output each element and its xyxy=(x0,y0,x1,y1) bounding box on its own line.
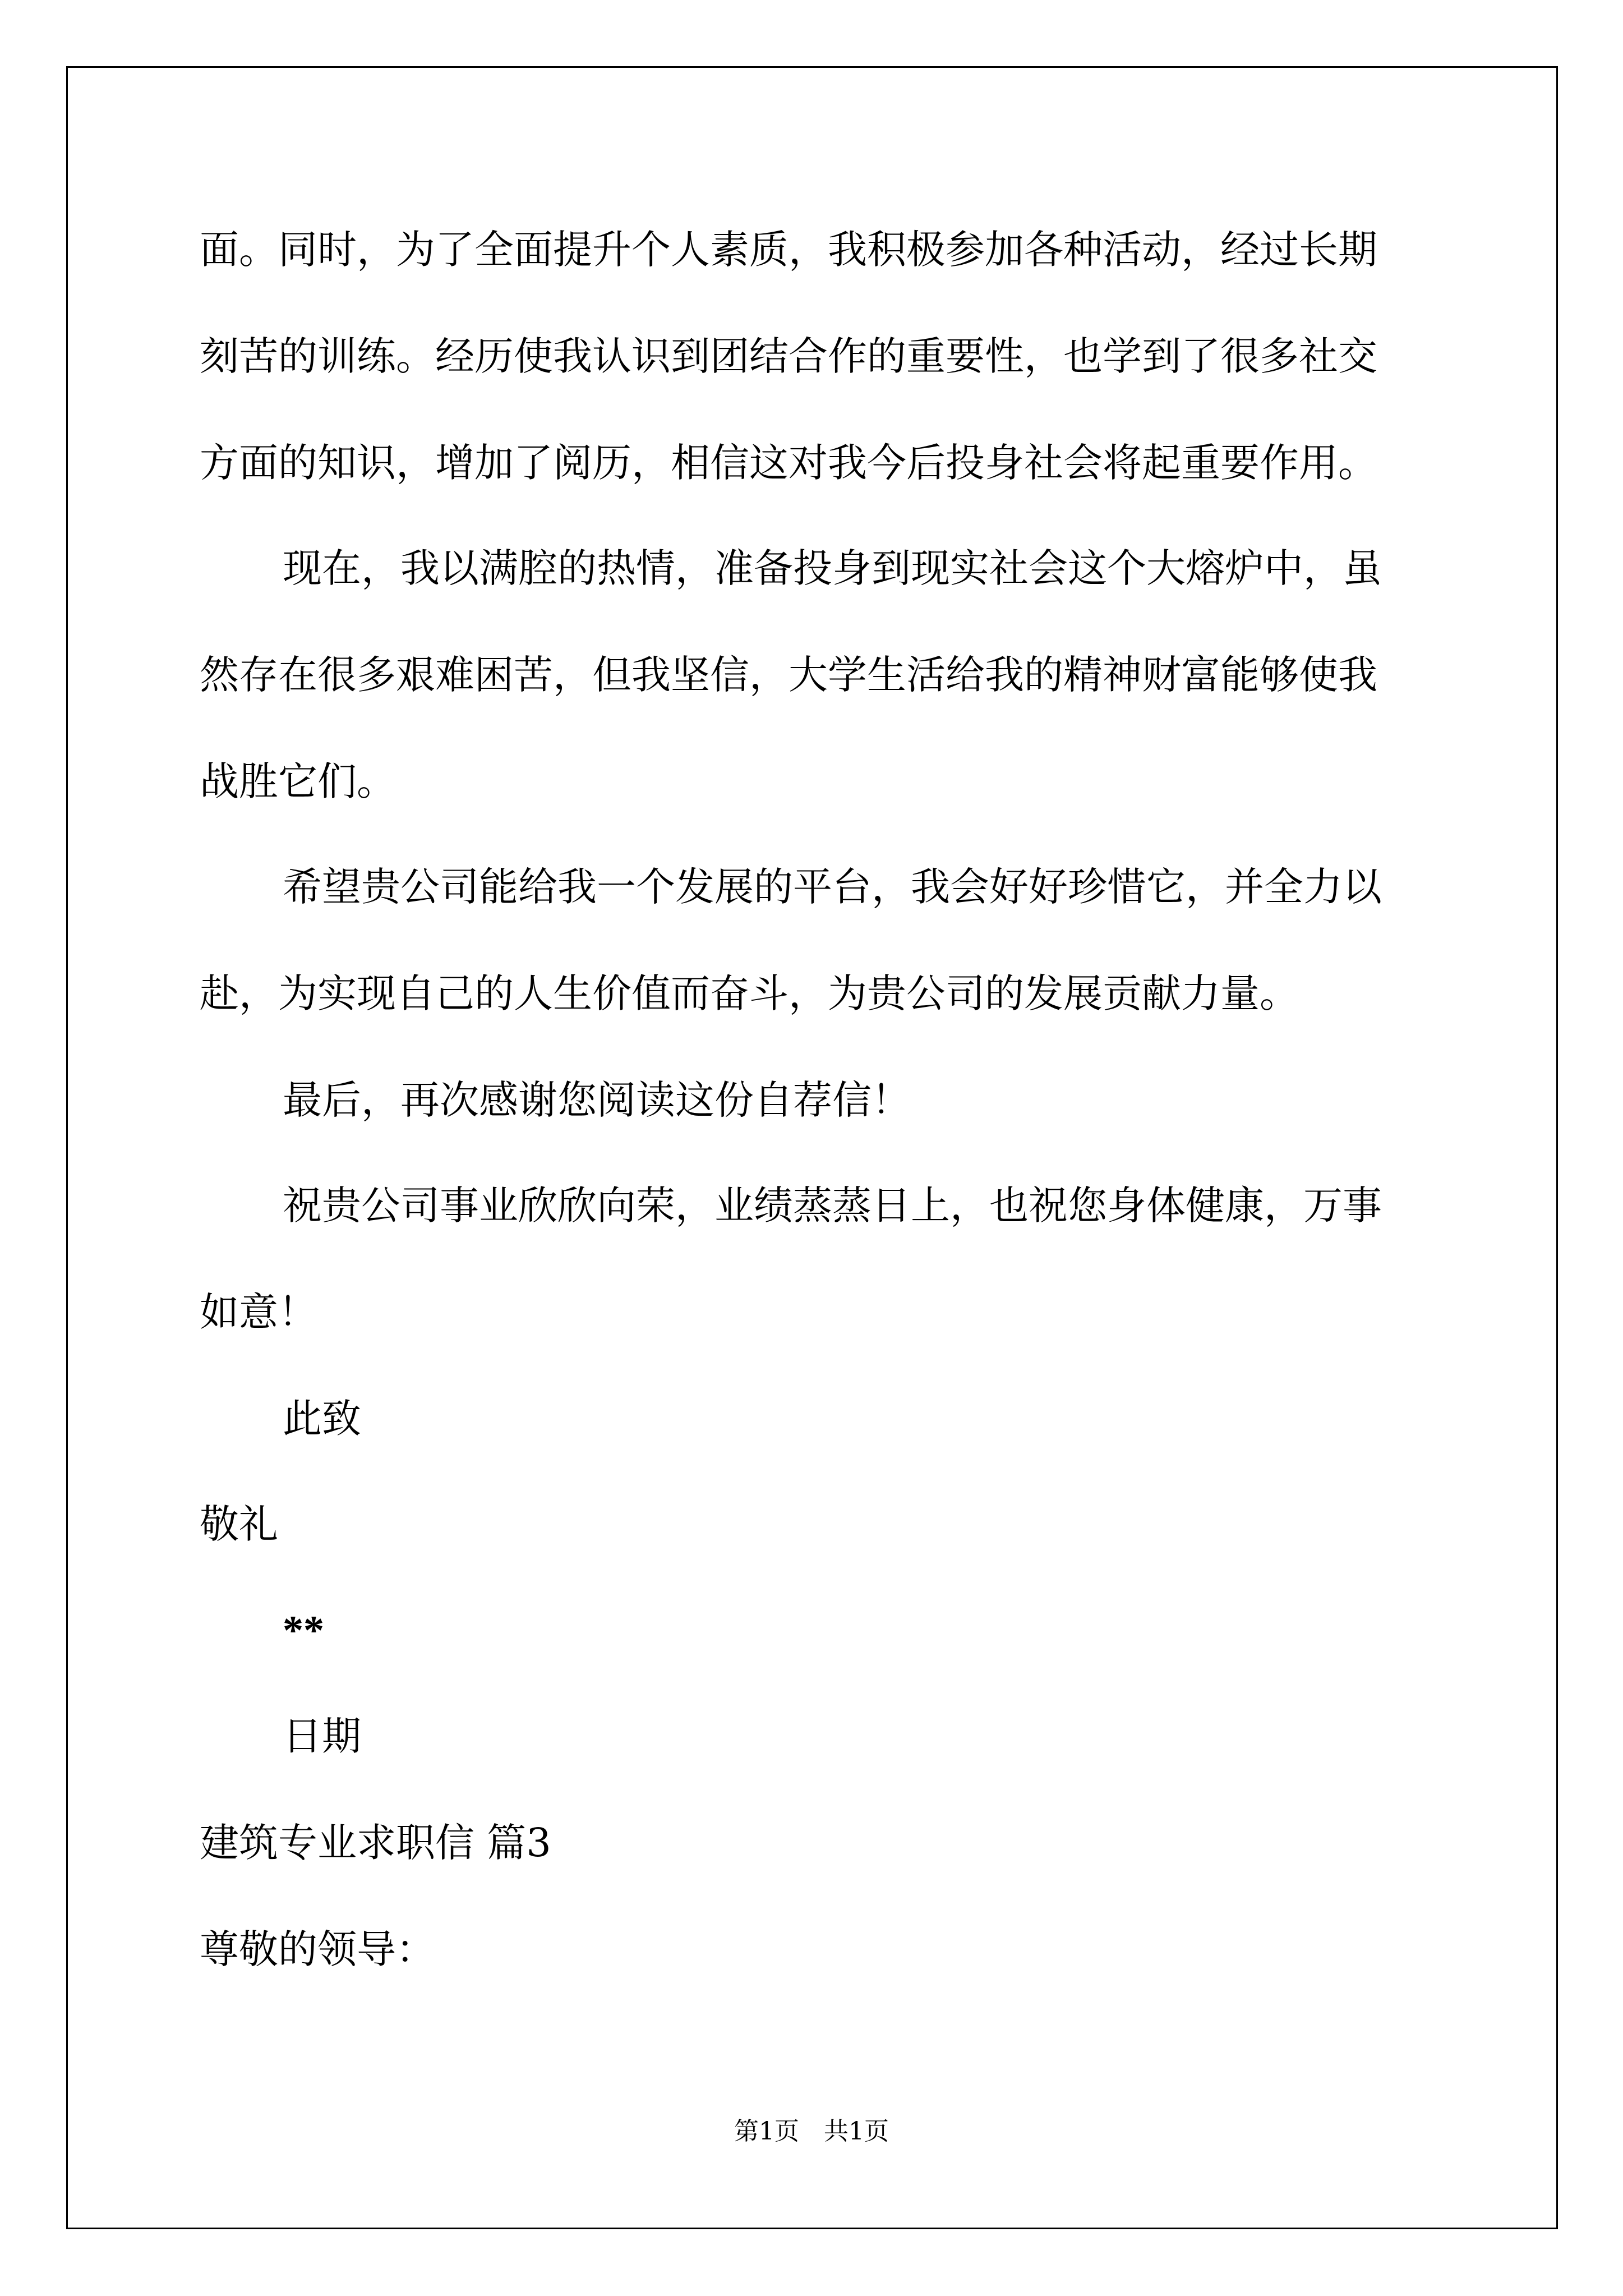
paragraph-start-line: 希望贵公司能给我一个发展的平台，我会好好珍惜它，并全力以 xyxy=(283,864,1382,910)
text-line: 刻苦的训练。经历使我认识到团结合作的重要性，也学到了很多社交 xyxy=(200,333,1377,379)
text-line: 如意！ xyxy=(200,1289,317,1335)
paragraph-start-line: 祝贵公司事业欣欣向荣，业绩蒸蒸日上，也祝您身体健康，万事 xyxy=(283,1182,1382,1228)
text-line: 然存在很多艰难困苦，但我坚信，大学生活给我的精神财富能够使我 xyxy=(200,652,1377,698)
paragraph-start-line: 最后，再次感谢您阅读这份自荐信！ xyxy=(283,1077,911,1123)
page-border xyxy=(66,66,1558,2229)
text-line: 面。同时，为了全面提升个人素质，我积极参加各种活动，经过长期 xyxy=(200,227,1377,273)
signature-placeholder: ** xyxy=(283,1608,324,1654)
text-line: 战胜它们。 xyxy=(200,758,396,804)
closing-salutation: 此致 xyxy=(283,1396,361,1442)
text-line: 赴，为实现自己的人生价值而奋斗，为贵公司的发展贡献力量。 xyxy=(200,970,1299,1016)
date-line: 日期 xyxy=(283,1713,361,1759)
greeting-line: 尊敬的领导： xyxy=(200,1926,435,1972)
paragraph-start-line: 现在，我以满腔的热情，准备投身到现实社会这个大熔炉中，虽 xyxy=(283,545,1382,591)
closing-regards: 敬礼 xyxy=(200,1501,278,1547)
text-line: 方面的知识，增加了阅历，相信这对我今后投身社会将起重要作用。 xyxy=(200,440,1377,486)
section-heading: 建筑专业求职信 篇3 xyxy=(200,1820,551,1866)
page-footer: 第1页 共1页 xyxy=(734,2117,889,2146)
